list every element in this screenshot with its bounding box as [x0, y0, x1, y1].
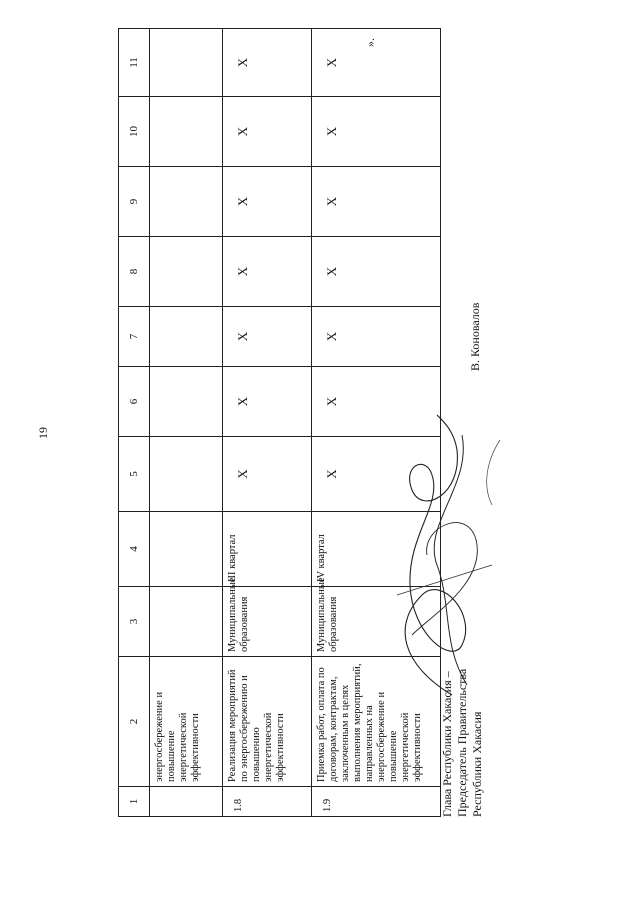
row-number: 1.8 — [223, 787, 312, 817]
column-header: 8 — [119, 237, 150, 307]
row-number: 1.9 — [312, 787, 441, 817]
executor-cell: Муниципальные образования — [223, 587, 312, 657]
column-header: 3 — [119, 587, 150, 657]
mark-cell — [150, 307, 223, 367]
mark-cell — [150, 367, 223, 437]
closing-quote-mark: ». — [363, 38, 377, 47]
column-header: 10 — [119, 97, 150, 167]
mark-cell: X — [312, 437, 441, 512]
mark-cell: X — [223, 437, 312, 512]
handwritten-signature — [382, 405, 512, 705]
period-cell: III квартал — [223, 512, 312, 587]
mark-cell: X — [223, 29, 312, 97]
mark-cell — [150, 437, 223, 512]
mark-cell: X — [312, 237, 441, 307]
mark-cell: X — [223, 167, 312, 237]
period-cell: IV квартал — [312, 512, 441, 587]
signer-name: В. Коновалов — [468, 302, 482, 371]
column-header: 5 — [119, 437, 150, 512]
table-row — [150, 29, 223, 817]
mark-cell — [150, 29, 223, 97]
executor-cell — [150, 587, 223, 657]
mark-cell: X — [223, 367, 312, 437]
signer-title-line: Председатель Правительства — [455, 668, 469, 817]
mark-cell: X — [312, 29, 441, 97]
mark-cell — [150, 167, 223, 237]
executor-cell: Муниципальные образования — [312, 587, 441, 657]
column-header: 4 — [119, 512, 150, 587]
period-cell — [150, 512, 223, 587]
page-number: 19 — [36, 427, 50, 439]
mark-cell: X — [312, 97, 441, 167]
column-header: 1 — [119, 787, 150, 817]
measure-cell: Приемка работ, оплата по договорам, контрактам, заключенным в целях выполнения мероприятий, направленных на энергосбережение и повышение энергетической эффективности — [312, 657, 441, 787]
column-header: 7 — [119, 307, 150, 367]
column-header: 6 — [119, 367, 150, 437]
measure-cell: Реализация мероприятий по энергосбережению и повышению энергетической эффективности — [223, 657, 312, 787]
mark-cell — [150, 97, 223, 167]
column-header: 9 — [119, 167, 150, 237]
mark-cell: X — [223, 237, 312, 307]
mark-cell: X — [223, 307, 312, 367]
signer-title-line: Республики Хакасия — [470, 711, 484, 817]
mark-cell: X — [223, 97, 312, 167]
mark-cell: X — [312, 367, 441, 437]
signer-title-line: Глава Республики Хакасия – — [440, 671, 454, 817]
column-header: 11 — [119, 29, 150, 97]
mark-cell: X — [312, 167, 441, 237]
mark-cell: X — [312, 307, 441, 367]
column-header: 2 — [119, 657, 150, 787]
measure-cell: энергосбережение и повышение энергетической эффективности — [150, 657, 223, 787]
table-row — [223, 29, 312, 817]
table-header-row — [119, 29, 150, 817]
row-number — [150, 787, 223, 817]
mark-cell — [150, 237, 223, 307]
